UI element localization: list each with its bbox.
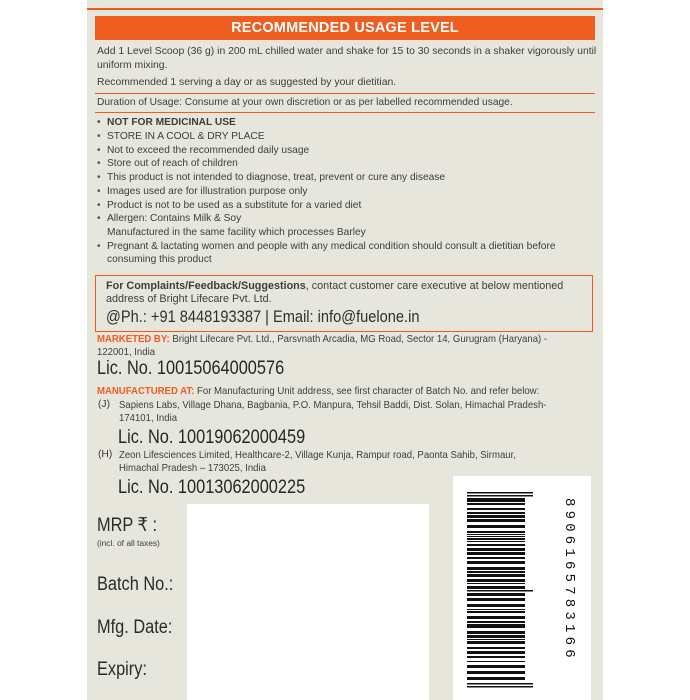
barcode-bar <box>467 534 525 535</box>
barcode-bar <box>467 586 525 589</box>
usage-banner: RECOMMENDED USAGE LEVEL <box>95 16 595 40</box>
barcode-bar <box>467 624 525 628</box>
contact-phone-email: @Ph.: +91 8448193387 | Email: info@fuelone.in <box>106 307 420 326</box>
barcode-bar <box>467 683 533 685</box>
barcode-bar <box>467 616 525 619</box>
batch-label: Batch No.: <box>97 574 174 595</box>
barcode-bar <box>467 503 525 505</box>
warning-item: • This product is not intended to diagnose, treat, prevent or cure any disease <box>97 172 587 185</box>
marketed-label: MARKETED BY: <box>97 334 170 345</box>
warnings-list <box>97 117 587 267</box>
barcode-number: 8906165783166 <box>561 498 577 662</box>
warning-item: • NOT FOR MEDICINAL USE <box>97 117 587 130</box>
mfg-date-label: Mfg. Date: <box>97 617 173 638</box>
manufactured-note: For Manufacturing Unit address, see first character of Batch No. and refer below: <box>194 386 540 397</box>
barcode-bar <box>467 635 525 638</box>
barcode-bar <box>467 677 525 680</box>
barcode-bar <box>467 548 525 551</box>
warning-item: • Pregnant & lactating women and people with any medical condition should consult a dietitian before consuming this product <box>97 241 587 266</box>
barcode <box>453 476 591 700</box>
contact-box <box>95 275 593 332</box>
barcode-bar <box>467 641 525 644</box>
barcode-bars <box>467 492 533 688</box>
barcode-bar <box>467 557 525 559</box>
barcode-bar <box>467 593 525 596</box>
barcode-bar <box>467 583 525 584</box>
barcode-bar <box>467 647 525 649</box>
barcode-bar <box>467 519 525 522</box>
usage-duration: Duration of Usage: Consume at your own discretion or as per labelled recommended usage. <box>97 97 513 108</box>
barcode-bar <box>467 531 525 533</box>
barcode-bar <box>467 611 525 613</box>
barcode-bar <box>467 515 525 518</box>
top-rule <box>87 8 603 10</box>
barcode-bar <box>467 639 525 640</box>
unit-code: (H) <box>98 449 113 460</box>
barcode-bar <box>467 656 525 658</box>
manufactured-label: MANUFACTURED AT: <box>97 386 195 397</box>
divider <box>95 93 595 94</box>
unit-code: (J) <box>98 399 111 410</box>
expiry-label: Expiry: <box>97 659 147 680</box>
usage-instruction: Add 1 Level Scoop (36 g) in 200 mL chilled water and shake for 15 to 30 seconds in a shaker vigorously until uniform mixing. <box>97 46 597 71</box>
usage-section <box>97 45 597 94</box>
barcode-bar <box>467 631 525 634</box>
warning-item: • Allergen: Contains Milk & Soy <box>97 213 587 226</box>
mrp-label: MRP ₹ : <box>97 515 158 536</box>
unit-license: Lic. No. 10019062000459 <box>118 427 306 448</box>
barcode-bar <box>467 686 533 688</box>
barcode-bar <box>467 512 525 514</box>
barcode-bar <box>467 538 525 540</box>
product-label-panel <box>87 0 603 700</box>
barcode-bar <box>467 621 525 623</box>
barcode-bar <box>467 651 525 654</box>
barcode-bar <box>467 671 525 674</box>
unit-license: Lic. No. 10013062000225 <box>118 477 306 498</box>
barcode-bar <box>467 508 525 510</box>
barcode-bar <box>467 579 525 582</box>
warning-item: • Product is not to be used as a substitute for a varied diet <box>97 200 587 213</box>
warning-item: Manufactured in the same facility which processes Barley <box>107 227 366 239</box>
barcode-bar <box>467 609 525 610</box>
barcode-bar <box>467 544 525 546</box>
barcode-bar <box>467 498 525 502</box>
warning-item: • Not to exceed the recommended daily usage <box>97 145 587 158</box>
marketed-address: Bright Lifecare Pvt. Ltd., Parsvnath Arcadia, MG Road, Sector 14, Gurugram (Haryana) - 122001, India <box>97 334 548 358</box>
contact-body: , contact customer care executive at below mentioned address of Bright Lifecare Pvt. Ltd. <box>106 280 564 305</box>
print-area <box>187 504 429 700</box>
barcode-bar <box>467 495 533 497</box>
barcode-bar <box>467 598 525 601</box>
divider <box>95 112 595 113</box>
barcode-bar <box>467 567 525 570</box>
barcode-bar <box>467 661 525 662</box>
manufactured-at <box>97 385 562 398</box>
barcode-bar <box>467 665 525 668</box>
barcode-bar <box>467 590 533 592</box>
barcode-bar <box>467 541 525 542</box>
marketed-license: Lic. No. 10015064000576 <box>97 358 285 379</box>
contact-text <box>106 280 586 306</box>
warning-item: • Images used are for illustration purpose only <box>97 186 587 199</box>
barcode-bar <box>467 604 525 607</box>
barcode-bar <box>467 525 525 528</box>
usage-serving: Recommended 1 serving a day or as suggested by your dietitian. <box>97 77 397 88</box>
barcode-bar <box>467 561 525 564</box>
mrp-tax-note: (incl. of all taxes) <box>97 538 160 548</box>
contact-heading: For Complaints/Feedback/Suggestions <box>106 280 306 292</box>
unit-address: Sapiens Labs, Village Dhana, Bagbania, P.O. Manpura, Tehsil Baddi, Dist. Solan, Himachal Pradesh-174101, India <box>119 400 547 424</box>
unit-address: Zeon Lifesciences Limited, Healthcare-2, Village Kunja, Rampur road, Paonta Sahib, Sirmaur, Himachal Pradesh – 173025, India <box>119 450 516 474</box>
barcode-bar <box>467 574 525 577</box>
warning-item: • STORE IN A COOL & DRY PLACE <box>97 131 587 144</box>
marketed-by <box>97 333 562 359</box>
barcode-bar <box>467 552 525 555</box>
barcode-bar <box>467 571 525 573</box>
barcode-bar <box>467 536 525 537</box>
barcode-bar <box>467 492 533 494</box>
warning-item: • Store out of reach of children <box>97 158 587 171</box>
